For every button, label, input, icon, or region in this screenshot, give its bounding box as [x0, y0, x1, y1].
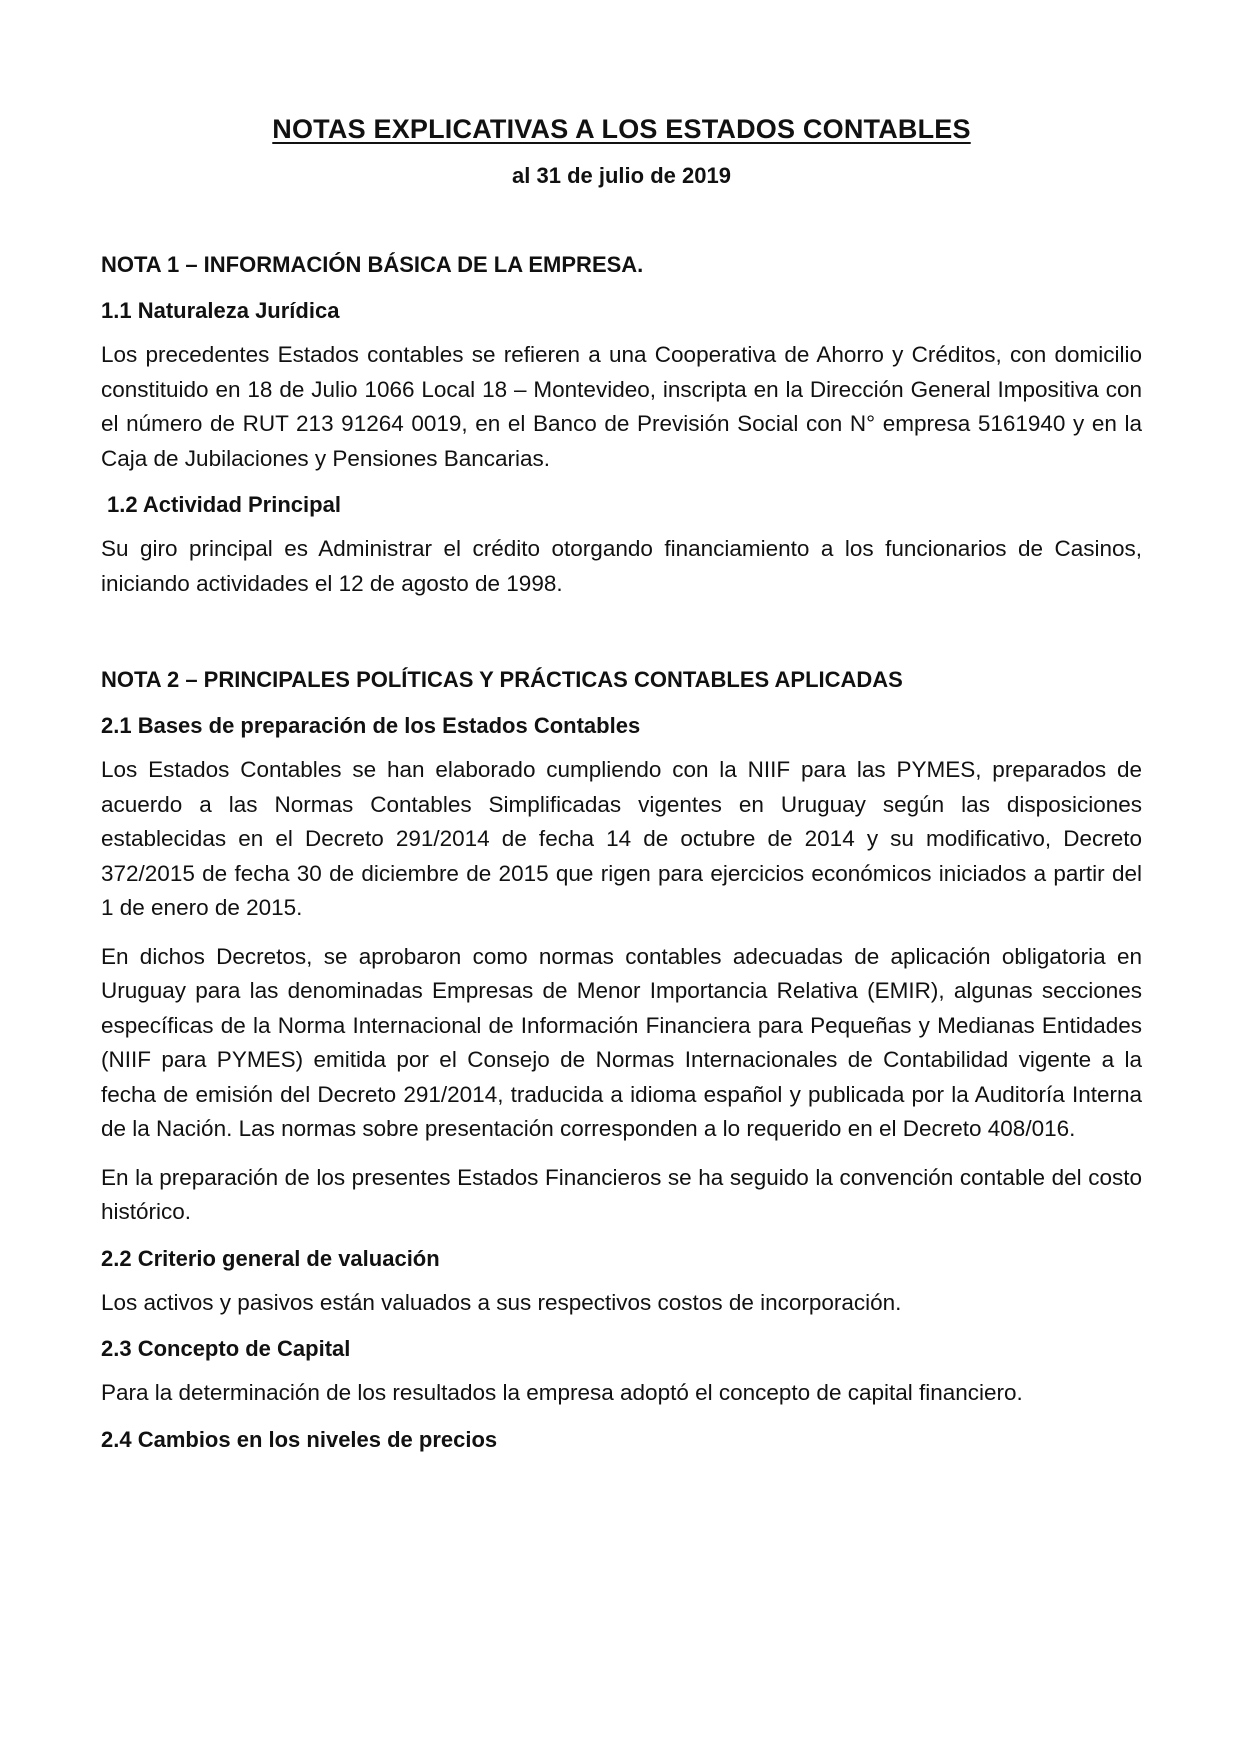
note-1-heading: NOTA 1 – INFORMACIÓN BÁSICA DE LA EMPRESA.: [101, 252, 644, 277]
note-1-section: [101, 252, 1142, 601]
section-1-1-heading: 1.1 Naturaleza Jurídica: [101, 298, 340, 323]
section-2-2-paragraph: Los activos y pasivos están valuados a sus respectivos costos de incorporación.: [101, 1289, 902, 1315]
note-2-heading: NOTA 2 – PRINCIPALES POLÍTICAS Y PRÁCTICAS CONTABLES APLICADAS: [101, 667, 903, 692]
section-2-3-paragraph: Para la determinación de los resultados la empresa adoptó el concepto de capital financiero.: [101, 1380, 1023, 1405]
note-2-section: [101, 667, 1142, 1453]
section-2-1-paragraph-2: En dichos Decretos, se aprobaron como normas contables adecuadas de aplicación obligatoria en Uruguay para las denominadas Empresas de Menor Importancia Relativa (EMIR), algunas secciones específicas de la Norma Internacional de Información Financiera para Pequeñas y Medianas Entidades (NIIF para PYMES) emitida por el Consejo de Normas Internacionales de Contabilidad vigente a la fecha de emisión del Decreto 291/2014, traducida a idioma español y publicada por la Auditoría Interna de la Nación. Las normas sobre presentación corresponden a lo requerido en el Decreto 408/016.: [101, 943, 1142, 1141]
section-2-1-heading: 2.1 Bases de preparación de los Estados Contables: [101, 713, 641, 738]
document-date: al 31 de julio de 2019: [512, 163, 731, 188]
section-1-1-paragraph: Los precedentes Estados contables se refieren a una Cooperativa de Ahorro y Créditos, con domicilio constituido en 18 de Julio 1066 Local 18 – Montevideo, inscripta en la Dirección General Impositiva con el número de RUT 213 91264 0019, en el Banco de Previsión Social con N° empresa 5161940 y en la Caja de Jubilaciones y Pensiones Bancarias.: [101, 342, 1142, 471]
section-1-2-paragraph: Su giro principal es Administrar el crédito otorgando financiamiento a los funcionarios de Casinos, iniciando actividades el 12 de agosto de 1998.: [101, 536, 1142, 596]
section-2-3-heading: 2.3 Concepto de Capital: [101, 1336, 351, 1361]
section-1-2-heading: 1.2 Actividad Principal: [107, 492, 341, 517]
section-2-1-paragraph-3: En la preparación de los presentes Estados Financieros se ha seguido la convención contable del costo histórico.: [101, 1164, 1142, 1224]
section-2-1-paragraph-1: Los Estados Contables se han elaborado cumpliendo con la NIIF para las PYMES, preparados de acuerdo a las Normas Contables Simplificadas vigentes en Uruguay según las disposiciones establecidas en el Decreto 291/2014 de fecha 14 de octubre de 2014 y su modificativo, Decreto 372/2015 de fecha 30 de diciembre de 2015 que rigen para ejercicios económicos iniciados a partir del 1 de enero de 2015.: [101, 757, 1142, 920]
document-title: NOTAS EXPLICATIVAS A LOS ESTADOS CONTABLES: [272, 114, 971, 144]
section-2-2-heading: 2.2 Criterio general de valuación: [101, 1245, 440, 1271]
section-2-4-heading: 2.4 Cambios en los niveles de precios: [101, 1426, 498, 1452]
